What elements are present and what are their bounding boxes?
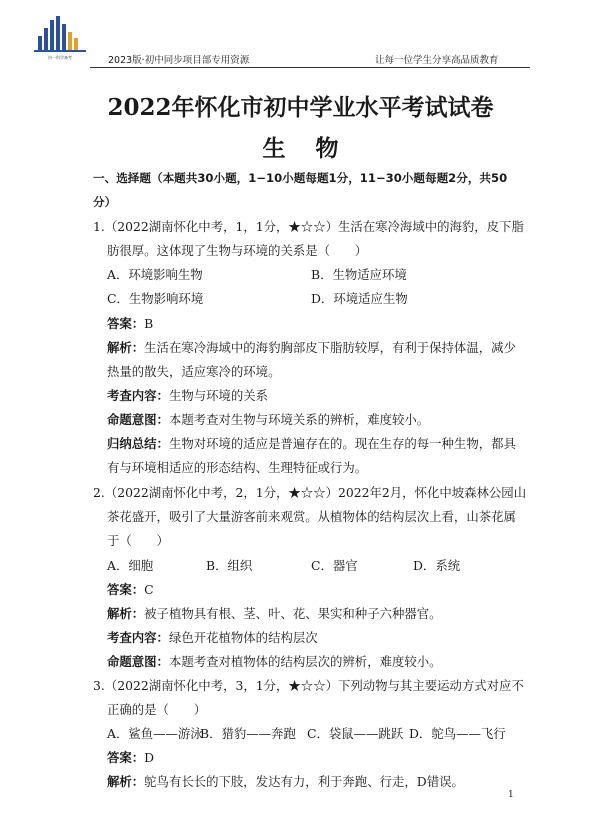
q1-analysis-text: 生活在寒冷海域中的海豹胸部皮下脂肪较厚，有利于保持体温，减少 <box>144 340 516 355</box>
q1-summary-line2: 有与环境相适应的形态结构、生理特征或行为。 <box>107 460 368 475</box>
q1-intent-label: 命题意图： <box>107 412 169 427</box>
q3-answer-label: 答案： <box>107 750 145 765</box>
header-left-text: 2023版·初中同步项目部专用资源 <box>108 55 250 66</box>
q2-option-d: D．系统 <box>413 558 461 573</box>
q1-analysis-line2: 热量的散失，适应寒冷的环境。 <box>107 364 281 379</box>
q1-content-label: 考查内容： <box>107 388 169 403</box>
section-heading-line1: 一、选择题（本题共30小题，1−10小题每题1分，11−30小题每题2分，共50 <box>93 171 508 185</box>
q2-answer-value: C <box>144 582 154 597</box>
q1-answer <box>107 316 153 332</box>
q1-summary-label: 归纳总结： <box>107 436 169 451</box>
section-heading-line2: 分） <box>93 195 117 209</box>
q1-content-text: 生物与环境的关系 <box>168 388 269 403</box>
q1-stem-line1: 1.（2022湖南怀化中考，1，1分，★☆☆）生活在寒冷海域中的海豹，皮下脂 <box>93 219 524 234</box>
q2-intent-text: 本题考查对植物体的结构层次的辨析，难度较小。 <box>168 654 442 669</box>
header-right-text: 让每一位学生分享高品质教育 <box>375 55 499 66</box>
q1-answer-label: 答案： <box>107 316 145 331</box>
q2-content-label: 考查内容： <box>107 630 169 645</box>
q2-stem-line2: 茶花盛开，吸引了大量游客前来观赏。从植物体的结构层次上看，山茶花属 <box>107 509 516 524</box>
q1-intent-text: 本题考查对生物与环境关系的辨析，难度较小。 <box>168 412 430 427</box>
q2-analysis <box>107 606 442 622</box>
q1-intent <box>107 412 429 428</box>
q2-stem-line1: 2.（2022湖南怀化中考，2，1分，★☆☆）2022年2月，怀化中坡森林公园山 <box>93 485 527 500</box>
q2-option-a: A．细胞 <box>107 558 154 573</box>
q3-option-d: D．鸵鸟——飞行 <box>409 726 506 741</box>
q1-analysis-line1 <box>107 340 516 356</box>
q1-analysis-label: 解析： <box>107 340 145 355</box>
q2-option-c: C．器官 <box>311 558 358 573</box>
q2-option-b: B．组织 <box>206 558 253 573</box>
q3-answer-value: D <box>144 750 155 765</box>
q1-answer-value: B <box>144 316 154 331</box>
q1-summary-text: 生物对环境的适应是普遍存在的。现在生存的每一种生物，都具 <box>168 436 516 451</box>
q2-stem-line3: 于（ ） <box>107 533 169 548</box>
logo <box>34 14 86 56</box>
page-title: 2022年怀化市初中学业水平考试试卷 <box>107 94 494 121</box>
q3-analysis-label: 解析： <box>107 774 145 789</box>
q2-intent-label: 命题意图： <box>107 654 169 669</box>
q2-analysis-label: 解析： <box>107 606 145 621</box>
q3-answer <box>107 750 154 766</box>
q1-option-d: D．环境适应生物 <box>311 291 408 306</box>
q2-content-text: 绿色开花植物体的结构层次 <box>168 630 318 645</box>
q1-content <box>107 388 268 404</box>
q2-answer-label: 答案： <box>107 582 145 597</box>
q1-option-b: B．生物适应环境 <box>311 267 407 282</box>
q3-stem-line2: 正确的是（ ） <box>107 702 207 717</box>
q2-intent <box>107 654 442 670</box>
q1-stem-line2: 肪很厚。这体现了生物与环境的关系是（ ） <box>107 243 368 258</box>
q2-content <box>107 630 318 646</box>
page-number: 1 <box>508 790 514 800</box>
logo-text: 由一科学备考 <box>48 55 72 60</box>
q1-summary-line1 <box>107 436 516 452</box>
q1-option-a: A．环境影响生物 <box>107 267 203 282</box>
page-subtitle: 生物 <box>262 135 369 162</box>
q3-analysis-text: 鸵鸟有长长的下肢，发达有力，利于奔跑、行走，D错误。 <box>144 774 464 789</box>
header-divider <box>90 67 530 68</box>
q3-option-b: B．猎豹——奔跑 <box>200 726 296 741</box>
q3-option-a: A．鲨鱼——游泳 <box>107 726 203 741</box>
q2-answer <box>107 582 154 598</box>
q3-option-c: C．袋鼠——跳跃 <box>307 726 404 741</box>
q2-analysis-text: 被子植物具有根、茎、叶、花、果实和种子六种器官。 <box>144 606 442 621</box>
q3-analysis <box>107 774 464 790</box>
q1-option-c: C．生物影响环境 <box>107 291 204 306</box>
q3-stem-line1: 3.（2022湖南怀化中考，3，1分，★☆☆）下列动物与其主要运动方式对应不 <box>93 678 524 693</box>
